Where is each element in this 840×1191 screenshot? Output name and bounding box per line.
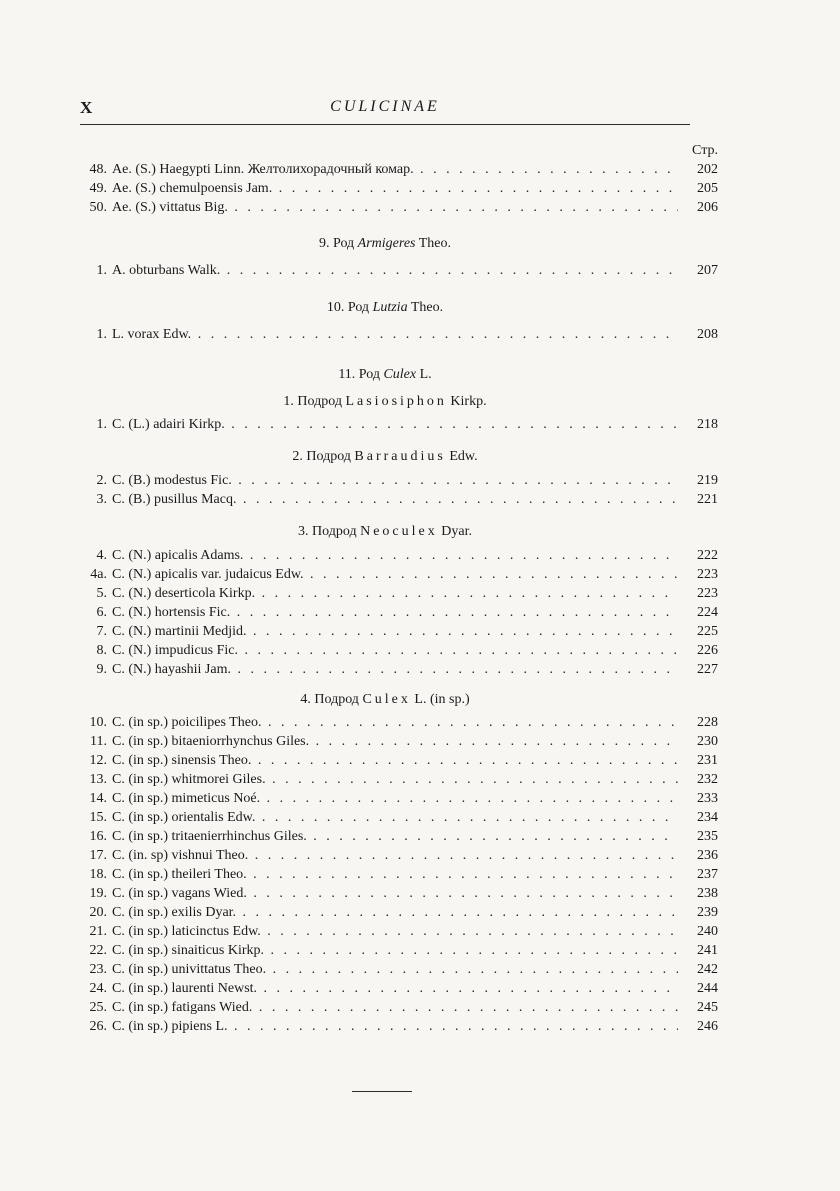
subgenus-name: Lasiosiphon bbox=[345, 394, 447, 409]
genus-heading bbox=[80, 298, 690, 318]
toc-entry bbox=[70, 789, 718, 809]
subgenus-heading bbox=[80, 392, 690, 412]
entry-number: 23. bbox=[89, 962, 107, 977]
genus-author: Theo. bbox=[410, 300, 444, 315]
species-name: Ae. (S.) chemulpoensis Jam. . . . bbox=[112, 179, 682, 199]
subgenus-name: Barraudius bbox=[354, 449, 446, 464]
genus-heading bbox=[80, 365, 690, 385]
page-number: 227 bbox=[678, 660, 718, 680]
species-name: C. (in. sp) vishnui Theo. . . . bbox=[112, 846, 682, 866]
toc-entry bbox=[70, 998, 718, 1018]
running-title: CULICINAE bbox=[330, 98, 440, 115]
genus-author: Theo. bbox=[418, 236, 451, 251]
page-number: 219 bbox=[678, 471, 718, 491]
page-number: 218 bbox=[678, 415, 718, 435]
page-number: 244 bbox=[678, 979, 718, 999]
page-number-roman: X bbox=[80, 98, 93, 117]
page-number: 224 bbox=[678, 603, 718, 623]
species-name: C. (in sp.) fatigans Wied. . . . bbox=[112, 998, 682, 1018]
species-name: C. (L.) adairi Kirkp. . . . bbox=[112, 415, 682, 435]
species-name: C. (in sp.) laticinctus Edw. . . . bbox=[112, 922, 682, 942]
species-name: C. (in sp.) whitmorei Giles. . . . bbox=[112, 770, 682, 790]
page-number: 240 bbox=[678, 922, 718, 942]
page-number: 245 bbox=[678, 998, 718, 1018]
page-number: 242 bbox=[678, 960, 718, 980]
entry-number: 9. bbox=[96, 662, 107, 677]
page-number: 236 bbox=[678, 846, 718, 866]
entry-number: 2. bbox=[96, 473, 107, 488]
toc-entry bbox=[70, 565, 718, 585]
toc-entry bbox=[70, 865, 718, 885]
genus-prefix: 11. Род bbox=[338, 367, 380, 382]
toc-entry bbox=[70, 1017, 718, 1037]
header-rule bbox=[80, 124, 690, 125]
genus-author: L. bbox=[419, 367, 432, 382]
entry-number: 4. bbox=[96, 548, 107, 563]
entry-number: 7. bbox=[96, 624, 107, 639]
genus-name: Lutzia bbox=[372, 300, 408, 315]
toc-entry bbox=[70, 846, 718, 866]
toc-entry bbox=[70, 584, 718, 604]
entry-number: 21. bbox=[89, 924, 107, 939]
toc-entry bbox=[70, 884, 718, 904]
species-name: C. (N.) deserticola Kirkp. . . . bbox=[112, 584, 682, 604]
subgenus-name: Culex bbox=[362, 692, 411, 707]
toc-entry bbox=[70, 713, 718, 733]
entry-number: 49. bbox=[89, 181, 107, 196]
toc-entry bbox=[70, 603, 718, 623]
page-number: 205 bbox=[678, 179, 718, 199]
page-number: 223 bbox=[678, 584, 718, 604]
running-header bbox=[80, 98, 690, 122]
species-name: C. (in sp.) theileri Theo. . . . bbox=[112, 865, 682, 885]
species-name: A. obturbans Walk. . . . bbox=[112, 261, 682, 281]
species-name: C. (in sp.) laurenti Newst. . . . bbox=[112, 979, 682, 999]
entry-number: 26. bbox=[89, 1019, 107, 1034]
footer-rule bbox=[352, 1091, 412, 1092]
toc-entry bbox=[70, 732, 718, 752]
entry-number: 17. bbox=[89, 848, 107, 863]
subgenus-prefix: 1. Подрод bbox=[283, 394, 342, 409]
species-name: C. (in sp.) pipiens L. . . . bbox=[112, 1017, 682, 1037]
subgenus-heading bbox=[80, 522, 690, 542]
genus-prefix: 10. Род bbox=[326, 300, 370, 315]
species-name: C. (in sp.) mimeticus Noé. . . . bbox=[112, 789, 682, 809]
page-number: 232 bbox=[678, 770, 718, 790]
entry-number: 50. bbox=[89, 200, 107, 215]
species-name: C. (N.) apicalis Adams. . . . bbox=[112, 546, 682, 566]
page-number: 241 bbox=[678, 941, 718, 961]
toc-entry bbox=[70, 922, 718, 942]
entry-number: 11. bbox=[90, 734, 107, 749]
genus-name: Armigeres bbox=[357, 236, 416, 251]
entry-number: 8. bbox=[96, 643, 107, 658]
species-name: Ae. (S.) vittatus Big. . . . bbox=[112, 198, 682, 218]
genus-name: Culex bbox=[383, 367, 417, 382]
page-column-heading: Стр. bbox=[692, 143, 718, 158]
species-name: C. (in sp.) univittatus Theo. . . . bbox=[112, 960, 682, 980]
entry-number: 1. bbox=[96, 417, 107, 432]
entry-number: 6. bbox=[96, 605, 107, 620]
species-name: L. vorax Edw. . . . bbox=[112, 325, 682, 345]
species-name: C. (in sp.) bitaeniorrhynchus Giles. . . . bbox=[112, 732, 682, 752]
genus-prefix: 9. Род bbox=[319, 236, 355, 251]
species-name: C. (in sp.) orientalis Edw. . . . bbox=[112, 808, 682, 828]
entry-number: 20. bbox=[89, 905, 107, 920]
toc-entry bbox=[70, 960, 718, 980]
page-number: 237 bbox=[678, 865, 718, 885]
page-number: 230 bbox=[678, 732, 718, 752]
page-number: 234 bbox=[678, 808, 718, 828]
page-number: 226 bbox=[678, 641, 718, 661]
page-number: 225 bbox=[678, 622, 718, 642]
page-number: 238 bbox=[678, 884, 718, 904]
toc-entry bbox=[70, 903, 718, 923]
entry-number: 1. bbox=[96, 263, 107, 278]
toc-entry bbox=[70, 770, 718, 790]
page-number: 231 bbox=[678, 751, 718, 771]
subgenus-author: Kirkp. bbox=[450, 394, 487, 409]
toc-entry bbox=[70, 979, 718, 999]
page-number: 222 bbox=[678, 546, 718, 566]
species-name: C. (N.) hortensis Fic. . . . bbox=[112, 603, 682, 623]
toc-entry bbox=[70, 179, 718, 199]
page-number: 207 bbox=[678, 261, 718, 281]
entry-number: 22. bbox=[89, 943, 107, 958]
page-number: 206 bbox=[678, 198, 718, 218]
toc-entry bbox=[70, 160, 718, 180]
page-number: 221 bbox=[678, 490, 718, 510]
species-name: C. (in sp.) poicilipes Theo. . . . bbox=[112, 713, 682, 733]
toc-entry bbox=[70, 941, 718, 961]
toc-entry bbox=[70, 546, 718, 566]
species-name: C. (N.) impudicus Fic. . . . bbox=[112, 641, 682, 661]
entry-number: 13. bbox=[89, 772, 107, 787]
species-name: C. (in sp.) sinensis Theo. . . . bbox=[112, 751, 682, 771]
page-number: 223 bbox=[678, 565, 718, 585]
subgenus-heading bbox=[80, 690, 690, 710]
entry-number: 15. bbox=[89, 810, 107, 825]
species-name: C. (in sp.) sinaiticus Kirkp. . . . bbox=[112, 941, 682, 961]
subgenus-prefix: 3. Подрод bbox=[298, 524, 357, 539]
entry-number: 16. bbox=[89, 829, 107, 844]
toc-entry bbox=[70, 415, 718, 435]
species-name: C. (in sp.) vagans Wied. . . . bbox=[112, 884, 682, 904]
species-name: C. (B.) modestus Fic. . . . bbox=[112, 471, 682, 491]
page-number: 233 bbox=[678, 789, 718, 809]
entry-number: 3. bbox=[96, 492, 107, 507]
species-name: C. (N.) apicalis var. judaicus Edw. . . . bbox=[112, 565, 682, 585]
subgenus-name: Neoculex bbox=[360, 524, 438, 539]
page-number: 235 bbox=[678, 827, 718, 847]
subgenus-heading bbox=[80, 447, 690, 467]
page-number: 228 bbox=[678, 713, 718, 733]
toc-entry bbox=[70, 471, 718, 491]
genus-heading bbox=[80, 234, 690, 254]
entry-number: 14. bbox=[89, 791, 107, 806]
species-name: Ae. (S.) Haegypti Linn. Желтолихорадочный комар. . . . bbox=[112, 160, 682, 180]
species-name: C. (N.) martinii Medjid. . . . bbox=[112, 622, 682, 642]
page-number: 246 bbox=[678, 1017, 718, 1037]
page-number: 208 bbox=[678, 325, 718, 345]
entry-number: 5. bbox=[96, 586, 107, 601]
entry-number: 48. bbox=[89, 162, 107, 177]
toc-entry bbox=[70, 325, 718, 345]
subgenus-prefix: 2. Подрод bbox=[292, 449, 351, 464]
entry-number: 4a. bbox=[90, 567, 107, 582]
toc-entry bbox=[70, 751, 718, 771]
species-name: C. (B.) pusillus Macq. . . . bbox=[112, 490, 682, 510]
toc-entry bbox=[70, 660, 718, 680]
toc-entry bbox=[70, 827, 718, 847]
species-name: C. (in sp.) exilis Dyar. . . . bbox=[112, 903, 682, 923]
subgenus-prefix: 4. Подрод bbox=[300, 692, 359, 707]
toc-entry bbox=[70, 261, 718, 281]
toc-entry bbox=[70, 622, 718, 642]
entry-number: 1. bbox=[96, 327, 107, 342]
species-name: C. (in sp.) tritaenierrhinchus Giles. . . . bbox=[112, 827, 682, 847]
species-name: C. (N.) hayashii Jam. . . . bbox=[112, 660, 682, 680]
entry-number: 24. bbox=[89, 981, 107, 996]
toc-entry bbox=[70, 490, 718, 510]
entry-number: 18. bbox=[89, 867, 107, 882]
toc-entry bbox=[70, 198, 718, 218]
toc-entry bbox=[70, 808, 718, 828]
entry-number: 12. bbox=[89, 753, 107, 768]
entry-number: 19. bbox=[89, 886, 107, 901]
subgenus-author: L. (in sp.) bbox=[414, 692, 470, 707]
subgenus-author: Dyar. bbox=[441, 524, 472, 539]
entry-number: 25. bbox=[89, 1000, 107, 1015]
subgenus-author: Edw. bbox=[449, 449, 478, 464]
page-number: 202 bbox=[678, 160, 718, 180]
page-number: 239 bbox=[678, 903, 718, 923]
toc-entry bbox=[70, 641, 718, 661]
entry-number: 10. bbox=[89, 715, 107, 730]
